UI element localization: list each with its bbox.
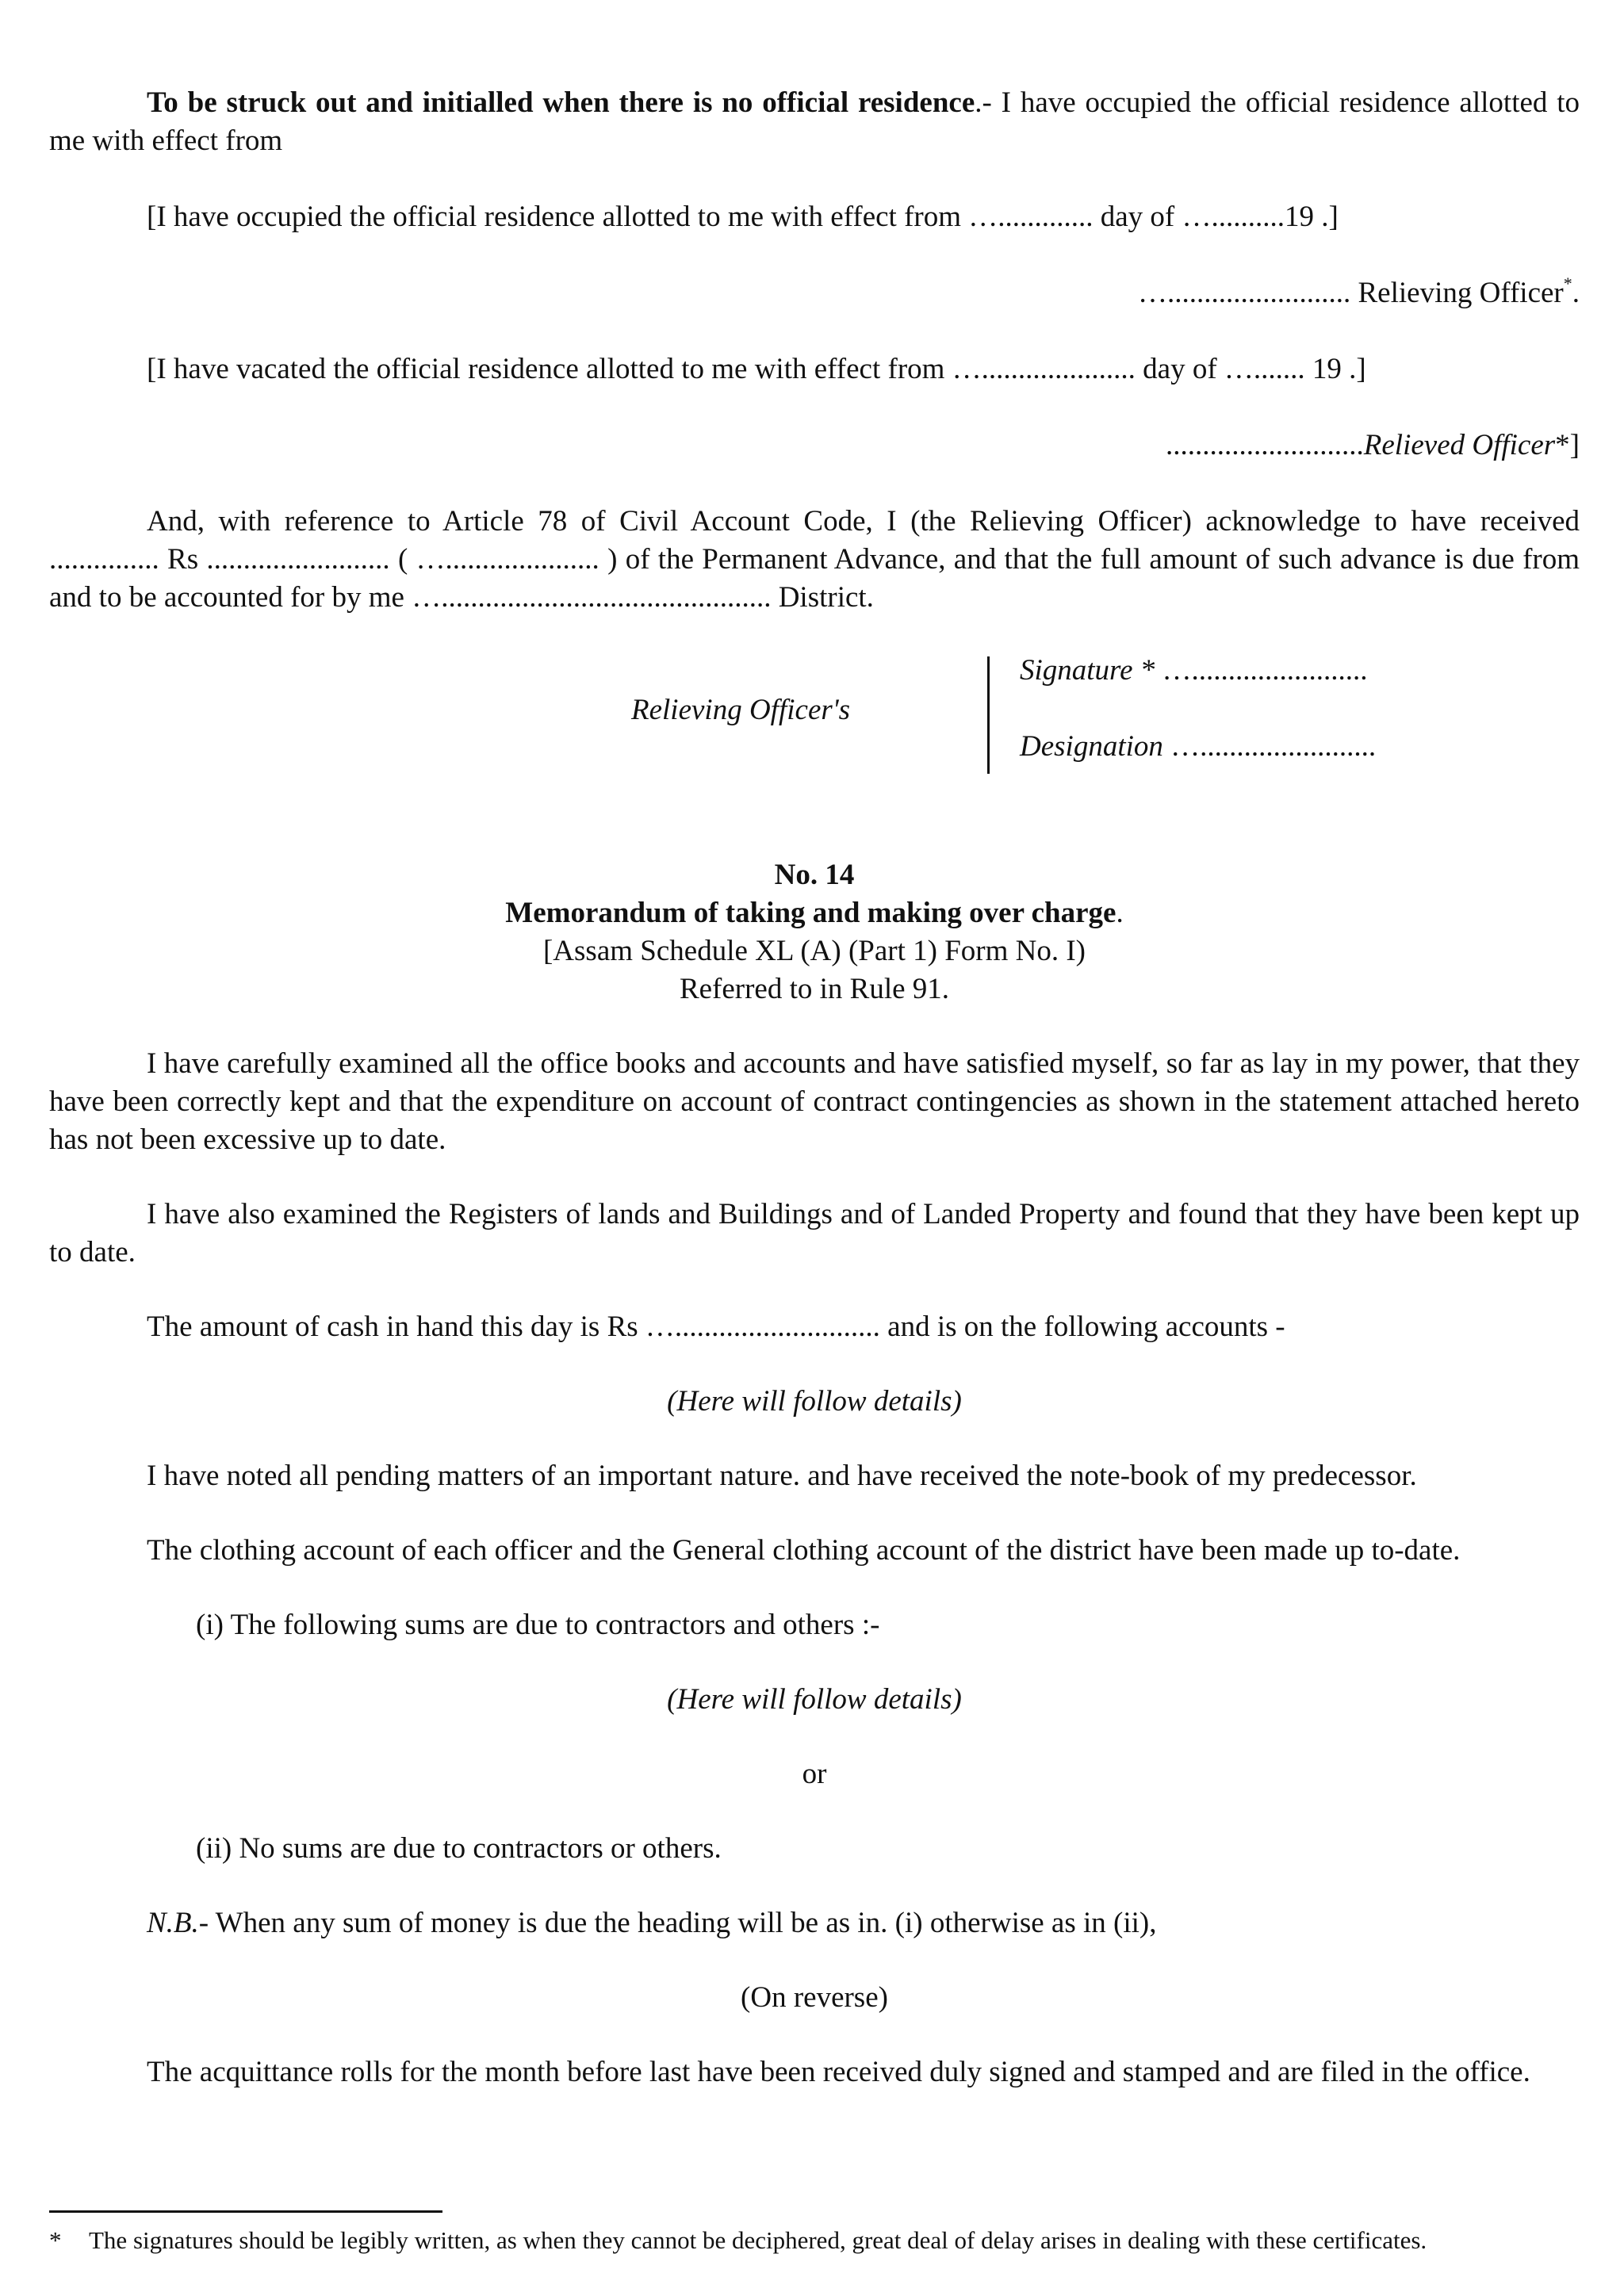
signature-label: Signature * <box>1020 654 1155 687</box>
paragraph-text: .- I have occupied the official residence allotted to me with effect from <box>49 86 1580 157</box>
vacated-line: [I have vacated the official residence allotted to me with effect from …..................... day of …....... 19 .] <box>147 353 1366 385</box>
designation-line <box>1020 728 1376 766</box>
pending-matters-paragraph: I have noted all pending matters of an important nature. and have received the note-book of my predecessor. <box>147 1460 1417 1492</box>
signature-line <box>1020 652 1368 690</box>
on-reverse: (On reverse) <box>741 1981 888 2014</box>
relieving-officer-text: …......................... Relieving Officer <box>1137 277 1564 309</box>
punctuation: . <box>1116 897 1124 929</box>
form-number: No. 14 <box>774 859 855 891</box>
form-title <box>49 894 1580 932</box>
registers-paragraph: I have also examined the Registers of lands and Buildings and of Landed Property and found that they have been kept up to date. <box>49 1198 1580 1269</box>
nb-label: N.B. <box>147 1907 199 1939</box>
dots: ........................... <box>1166 429 1364 461</box>
acquittance-paragraph: The acquittance rolls for the month before last have been received duly signed and stamped and are filed in the office. <box>147 2056 1530 2088</box>
form-heading <box>49 856 1580 1008</box>
books-examined-paragraph: I have carefully examined all the office books and accounts and have satisfied myself, so far as lay in my power, that they have been correctly kept and that the expenditure on account of contract contingencies as shown in the statement attached hereto has not been excessive up to date. <box>49 1047 1580 1156</box>
form-title-text: Memorandum of taking and making over charge <box>505 897 1116 929</box>
relieved-officer-line <box>49 427 1580 465</box>
cash-in-hand-paragraph: The amount of cash in hand this day is Rs …............................ and is on the following accounts - <box>147 1311 1285 1343</box>
designation-label: Designation <box>1020 730 1163 763</box>
dots: …........................ <box>1162 730 1377 763</box>
dots: …........................ <box>1155 654 1368 687</box>
footnote-ref: * <box>1563 274 1572 293</box>
relieving-officer-line <box>49 274 1580 312</box>
nota-bene <box>49 1904 1580 1942</box>
item-i: (i) The following sums are due to contractors and others :- <box>196 1609 880 1641</box>
paragraph-official-residence <box>49 84 1580 160</box>
occupied-line: [I have occupied the official residence allotted to me with effect from …............. day of …..........19 .] <box>147 201 1339 233</box>
punctuation: *] <box>1555 429 1580 461</box>
details-placeholder: (Here will follow details) <box>667 1385 962 1418</box>
bold-lead: To be struck out and initialled when there is no official residence <box>147 86 975 119</box>
vertical-divider <box>987 656 990 774</box>
punctuation: . <box>1572 277 1580 309</box>
footnote <box>49 2225 1580 2256</box>
item-ii: (ii) No sums are due to contractors or others. <box>196 1832 722 1865</box>
footnote-text: The signatures should be legibly written, as when they cannot be deciphered, great deal of delay arises in dealing with these certificates. <box>89 2226 1427 2254</box>
document-page <box>49 84 1580 2091</box>
permanent-advance-paragraph: And, with reference to Article 78 of Civil Account Code, I (the Relieving Officer) acknowledge to have received ............... Rs ......................... ( …..................... ) of the Permanent Advance, and that the full amount of such advance is due from and to be accounted for by me …............................................. District. <box>49 505 1580 614</box>
relieving-officers-label: Relieving Officer's <box>631 694 851 726</box>
footnote-mark: * <box>49 2226 62 2254</box>
footnote-divider <box>49 2210 442 2213</box>
relieved-officer-label: Relieved Officer <box>1363 429 1556 461</box>
clothing-account-paragraph: The clothing account of each officer and the General clothing account of the district have been made up to-date. <box>147 1534 1461 1567</box>
signature-block <box>49 652 1580 774</box>
details-placeholder: (Here will follow details) <box>667 1683 962 1716</box>
form-rule-reference: Referred to in Rule 91. <box>679 973 950 1005</box>
or-text: or <box>802 1758 827 1790</box>
form-schedule: [Assam Schedule XL (A) (Part 1) Form No. I) <box>542 935 1086 967</box>
nb-text: - When any sum of money is due the heading will be as in. (i) otherwise as in (ii), <box>198 1907 1157 1939</box>
